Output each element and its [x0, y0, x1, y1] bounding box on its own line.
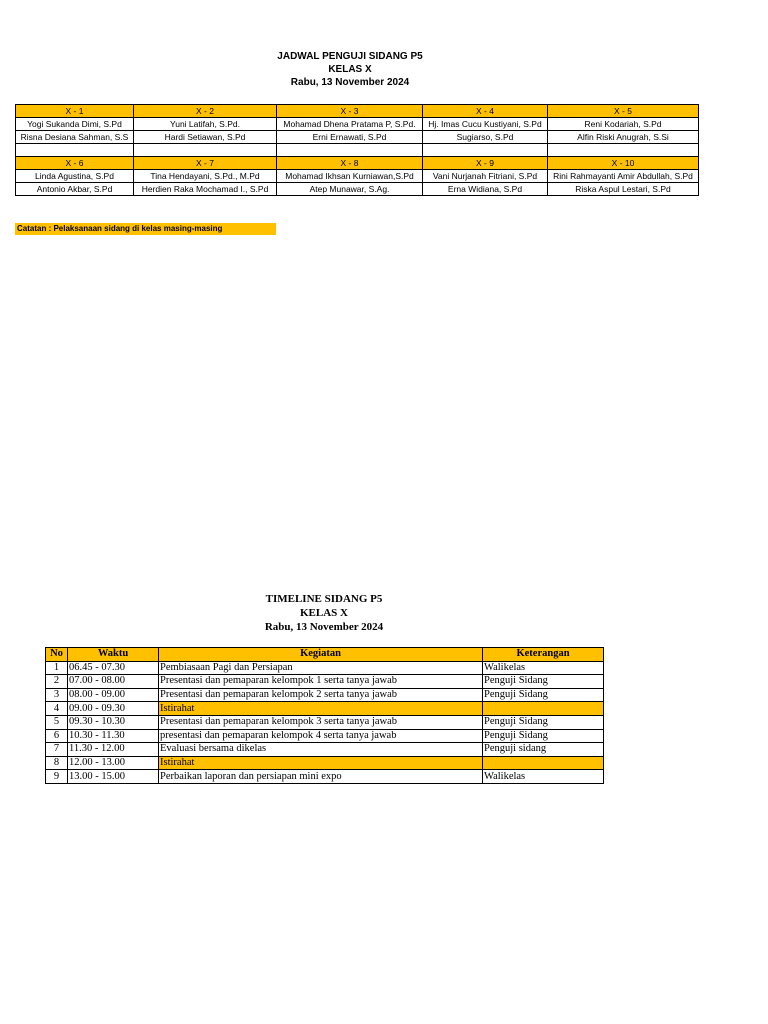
- row-number: 7: [46, 743, 68, 757]
- row-activity: Pembiasaan Pagi dan Persiapan: [159, 661, 483, 675]
- examiner-cell: Erna Widiana, S.Pd: [423, 183, 548, 196]
- timeline-title-line3: Rabu, 13 November 2024: [264, 621, 384, 633]
- examiner-cell: Alfin Riski Anugrah, S.Si: [548, 131, 699, 144]
- timeline-row: [46, 688, 604, 702]
- row-activity: Istirahat: [159, 702, 483, 716]
- row-time: 10.30 - 11.30: [68, 729, 159, 743]
- timeline-title: [174, 592, 474, 634]
- row-time: 06.45 - 07.30: [68, 661, 159, 675]
- empty-cell: [277, 144, 423, 157]
- class-header-cell: X - 1: [16, 105, 134, 118]
- row-number: 3: [46, 688, 68, 702]
- row-time: 08.00 - 09.00: [68, 688, 159, 702]
- row-number: 9: [46, 770, 68, 784]
- row-time: 11.30 - 12.00: [68, 743, 159, 757]
- note-banner: Catatan : Pelaksanaan sidang di kelas masing-masing: [15, 223, 276, 235]
- row-note: Walikelas: [483, 661, 604, 675]
- examiner-cell: Erni Ernawati, S.Pd: [277, 131, 423, 144]
- row-note: [483, 756, 604, 770]
- class-header-cell: X - 3: [277, 105, 423, 118]
- class-header-cell: X - 10: [548, 157, 699, 170]
- timeline-title-line2: KELAS X: [300, 607, 348, 619]
- class-header-cell: X - 9: [423, 157, 548, 170]
- timeline-title-line1: TIMELINE SIDANG P5: [265, 593, 383, 605]
- empty-cell: [548, 144, 699, 157]
- examiner-row: [16, 183, 699, 196]
- timeline-header-row: [46, 648, 604, 662]
- examiner-row: [16, 131, 699, 144]
- class-header-cell: X - 6: [16, 157, 134, 170]
- row-activity: Presentasi dan pemaparan kelompok 3 serta tanya jawab: [159, 715, 483, 729]
- schedule-title-line1: JADWAL PENGUJI SIDANG P5: [277, 51, 423, 62]
- examiner-cell: Hj. Imas Cucu Kustiyani, S.Pd: [423, 118, 548, 131]
- row-number: 4: [46, 702, 68, 716]
- spacer-row: [16, 144, 699, 157]
- timeline-row: [46, 729, 604, 743]
- timeline-row: [46, 661, 604, 675]
- row-note: [483, 702, 604, 716]
- schedule-title: [0, 50, 700, 89]
- class-header-cell: X - 4: [423, 105, 548, 118]
- column-header-time: Waktu: [68, 648, 159, 662]
- class-header-row: [16, 105, 699, 118]
- examiner-table: [15, 104, 699, 196]
- row-note: Penguji Sidang: [483, 729, 604, 743]
- column-header-note: Keterangan: [483, 648, 604, 662]
- timeline-row: [46, 715, 604, 729]
- timeline-row-break: [46, 756, 604, 770]
- row-activity: Istirahat: [159, 756, 483, 770]
- row-note: Penguji Sidang: [483, 715, 604, 729]
- empty-cell: [134, 144, 277, 157]
- schedule-title-line2: KELAS X: [328, 64, 372, 75]
- row-number: 6: [46, 729, 68, 743]
- row-note: Penguji Sidang: [483, 688, 604, 702]
- row-number: 1: [46, 661, 68, 675]
- examiner-cell: Reni Kodariah, S.Pd: [548, 118, 699, 131]
- examiner-cell: Vani Nurjanah Fitriani, S.Pd: [423, 170, 548, 183]
- column-header-activity: Kegiatan: [159, 648, 483, 662]
- row-activity: Presentasi dan pemaparan kelompok 2 serta tanya jawab: [159, 688, 483, 702]
- row-activity: Perbaikan laporan dan persiapan mini expo: [159, 770, 483, 784]
- examiner-cell: Risna Desiana Sahman, S.S: [16, 131, 134, 144]
- timeline-table: [45, 647, 604, 784]
- schedule-title-line3: Rabu, 13 November 2024: [290, 77, 410, 88]
- examiner-cell: Mohamad Ikhsan Kurniawan,S.Pd: [277, 170, 423, 183]
- examiner-cell: Herdien Raka Mochamad I., S.Pd: [134, 183, 277, 196]
- examiner-cell: Yuni Latifah, S.Pd.: [134, 118, 277, 131]
- timeline-row: [46, 770, 604, 784]
- examiner-row: [16, 170, 699, 183]
- row-time: 09.30 - 10.30: [68, 715, 159, 729]
- examiner-cell: Rini Rahmayanti Amir Abdullah, S.Pd: [548, 170, 699, 183]
- row-activity: Evaluasi bersama dikelas: [159, 743, 483, 757]
- examiner-cell: Yogi Sukanda Dimi, S.Pd: [16, 118, 134, 131]
- examiner-cell: Tina Hendayani, S.Pd., M.Pd: [134, 170, 277, 183]
- examiner-cell: Mohamad Dhena Pratama P, S.Pd.: [277, 118, 423, 131]
- examiner-cell: Antonio Akbar, S.Pd: [16, 183, 134, 196]
- row-time: 09.00 - 09.30: [68, 702, 159, 716]
- examiner-cell: Riska Aspul Lestari, S.Pd: [548, 183, 699, 196]
- row-note: Walikelas: [483, 770, 604, 784]
- class-header-cell: X - 2: [134, 105, 277, 118]
- row-time: 12.00 - 13.00: [68, 756, 159, 770]
- examiner-cell: Sugiarso, S.Pd: [423, 131, 548, 144]
- row-time: 13.00 - 15.00: [68, 770, 159, 784]
- examiner-row: [16, 118, 699, 131]
- timeline-row-break: [46, 702, 604, 716]
- class-header-row: [16, 157, 699, 170]
- row-activity: Presentasi dan pemaparan kelompok 1 serta tanya jawab: [159, 675, 483, 689]
- row-time: 07.00 - 08.00: [68, 675, 159, 689]
- row-note: Penguji Sidang: [483, 675, 604, 689]
- row-activity: presentasi dan pemaparan kelompok 4 serta tanya jawab: [159, 729, 483, 743]
- empty-cell: [423, 144, 548, 157]
- empty-cell: [16, 144, 134, 157]
- examiner-cell: Atep Munawar, S.Ag.: [277, 183, 423, 196]
- row-number: 8: [46, 756, 68, 770]
- row-note: Penguji sidang: [483, 743, 604, 757]
- class-header-cell: X - 7: [134, 157, 277, 170]
- row-number: 5: [46, 715, 68, 729]
- class-header-cell: X - 5: [548, 105, 699, 118]
- class-header-cell: X - 8: [277, 157, 423, 170]
- timeline-row: [46, 743, 604, 757]
- examiner-cell: Linda Agustina, S.Pd: [16, 170, 134, 183]
- examiner-cell: Hardi Setiawan, S.Pd: [134, 131, 277, 144]
- timeline-row: [46, 675, 604, 689]
- row-number: 2: [46, 675, 68, 689]
- column-header-no: No: [46, 648, 68, 662]
